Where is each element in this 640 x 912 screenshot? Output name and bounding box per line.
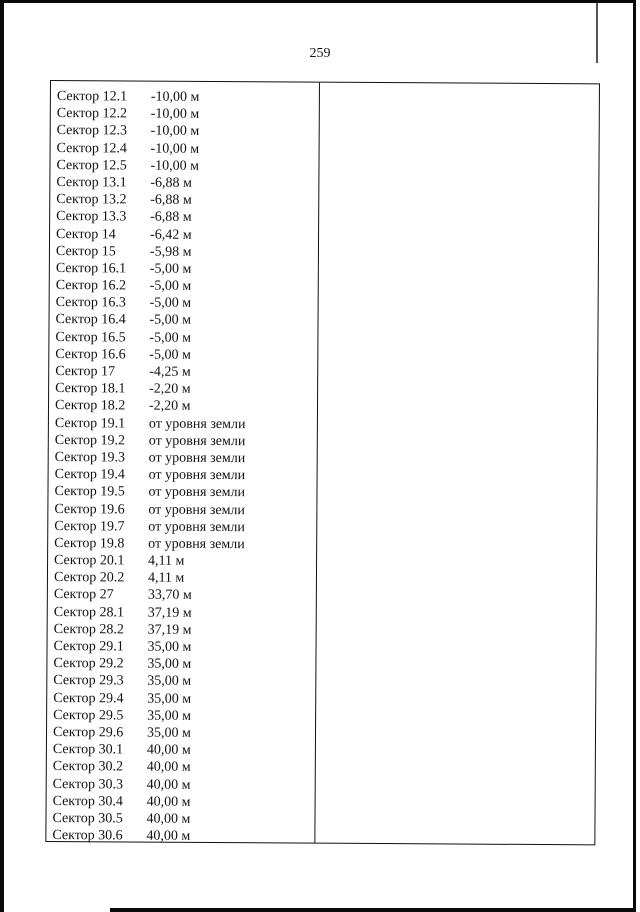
table-row: [55, 346, 315, 365]
table-row: [57, 105, 317, 124]
sector-elevation: 4,11 м: [147, 570, 185, 587]
sector-elevation: -10,00 м: [150, 158, 200, 174]
table-row: [54, 518, 314, 537]
sector-elevation: 4,11 м: [148, 553, 185, 569]
sector-elevation: 40,00 м: [146, 777, 191, 793]
table-row: [54, 569, 314, 588]
table-row: [54, 535, 314, 554]
sector-name: Сектор 28.2: [53, 621, 124, 638]
sector-elevation: 37,19 м: [147, 622, 192, 638]
sector-elevation: -5,00 м: [149, 295, 192, 312]
table-row: [53, 707, 313, 726]
sector-elevation: 40,00 м: [146, 759, 191, 776]
table-row: [55, 415, 315, 434]
sector-name: Сектор 15: [55, 243, 116, 260]
scan-border-top: [0, 0, 636, 3]
sector-name: Сектор 19.8: [54, 535, 125, 552]
sector-elevation: -10,00 м: [150, 141, 200, 157]
table-row: [53, 776, 313, 795]
sector-name: Сектор 19.1: [54, 415, 126, 432]
sector-name: Сектор 12.4: [56, 140, 127, 157]
table-row: [53, 741, 313, 760]
sector-name: Сектор 16.3: [55, 295, 126, 311]
table-row: [56, 157, 316, 176]
table-row: [54, 604, 314, 623]
sector-name: Сектор 18.2: [54, 398, 126, 414]
sector-name: Сектор 29.2: [53, 656, 124, 672]
sector-elevation: -6,88 м: [150, 192, 192, 208]
sector-name: Сектор 13.2: [56, 192, 127, 208]
sector-elevation: -10,00 м: [150, 123, 200, 140]
sector-name: Сектор 30.1: [52, 742, 124, 758]
table-row: [52, 827, 312, 846]
table-row: [56, 226, 316, 245]
sector-elevation: от уровня земли: [148, 433, 246, 449]
sector-elevation: -10,00 м: [150, 106, 200, 123]
page-number: 259: [309, 46, 331, 61]
sector-name: Сектор 30.2: [52, 759, 124, 775]
sector-name: Сектор 30.6: [52, 828, 123, 844]
sector-elevation: -5,00 м: [149, 330, 192, 346]
table-row: [54, 586, 314, 605]
scan-border-left: [0, 0, 4, 912]
sector-elevation: от уровня земли: [148, 467, 246, 484]
table-row: [57, 122, 317, 141]
sector-table: [45, 80, 600, 845]
table-row: [54, 552, 314, 571]
sector-elevation: 40,00 м: [146, 742, 191, 758]
table-row: [56, 294, 316, 313]
sector-elevation: 35,00 м: [147, 639, 192, 655]
sector-name: Сектор 14: [56, 226, 116, 242]
sector-elevation: от уровня земли: [148, 519, 245, 535]
sector-name: Сектор 19.6: [54, 501, 125, 517]
sector-name: Сектор 18.1: [55, 381, 126, 397]
table-row: [55, 449, 315, 468]
sector-name: Сектор 30.5: [52, 810, 123, 827]
sector-elevation: 35,00 м: [146, 725, 191, 741]
table-row: [55, 329, 315, 348]
sector-name: Сектор 29.5: [53, 707, 124, 724]
sector-elevation: -6,42 м: [150, 227, 192, 243]
scan-border-bottom: [110, 908, 636, 912]
table-row: [55, 397, 315, 416]
sector-elevation: -2,20 м: [149, 381, 191, 398]
table-row: [56, 208, 316, 227]
table-row: [56, 174, 316, 193]
table-row: [54, 621, 314, 640]
sector-elevation: 40,00 м: [146, 828, 191, 844]
sector-elevation: -5,00 м: [149, 261, 192, 277]
sector-name: Сектор 29.6: [52, 724, 124, 741]
sector-elevation: -5,98 м: [149, 244, 192, 260]
table-row: [56, 260, 316, 279]
sector-rows: [52, 88, 317, 846]
table-row: [56, 191, 316, 210]
sector-elevation: 35,00 м: [147, 708, 192, 724]
table-row: [55, 466, 315, 485]
sector-elevation: от уровня земли: [148, 502, 245, 518]
sector-elevation: -5,00 м: [149, 313, 192, 329]
sector-elevation: 35,00 м: [147, 691, 192, 707]
sector-name: Сектор 29.3: [53, 673, 124, 689]
sector-name: Сектор 19.4: [54, 467, 125, 483]
sector-elevation: от уровня земли: [148, 536, 245, 553]
table-row: [54, 501, 314, 520]
scan-border-right: [633, 0, 636, 912]
sector-elevation: -5,00 м: [149, 278, 192, 294]
table-row: [55, 311, 315, 330]
sector-elevation: 40,00 м: [146, 811, 191, 827]
sector-name: Сектор 12.3: [56, 123, 128, 139]
sector-elevation: -4,25 м: [149, 364, 191, 380]
table-row: [55, 380, 315, 399]
sector-name: Сектор 16.6: [55, 346, 126, 363]
sector-name: Сектор 12.2: [56, 106, 128, 122]
table-row: [57, 140, 317, 159]
table-row: [54, 483, 314, 502]
table-row: [53, 724, 313, 743]
sector-name: Сектор 19.3: [54, 449, 126, 466]
table-row: [52, 810, 312, 829]
sector-name: Сектор 30.4: [52, 793, 123, 810]
sector-elevation: -6,88 м: [150, 175, 192, 191]
sector-name: Сектор 29.4: [53, 690, 124, 707]
sector-name: Сектор 19.7: [54, 518, 125, 535]
sector-name: Сектор 20.2: [53, 570, 125, 586]
sector-name: Сектор 13.3: [56, 209, 127, 225]
sector-elevation: 33,70 м: [147, 588, 192, 604]
sector-name: Сектор 19.2: [54, 432, 126, 449]
table-row: [55, 363, 315, 382]
sector-name: Сектор 16.2: [55, 278, 127, 294]
sector-name: Сектор 12.1: [56, 89, 128, 105]
sector-name: Сектор 20.1: [54, 553, 125, 569]
table-row: [56, 277, 316, 296]
table-row: [53, 758, 313, 777]
sector-name: Сектор 12.5: [56, 157, 127, 174]
sector-elevation: 35,00 м: [147, 656, 192, 673]
sector-name: Сектор 16.5: [55, 329, 126, 346]
sector-elevation: 40,00 м: [146, 794, 191, 810]
sector-elevation: от уровня земли: [148, 450, 246, 467]
sector-name: Сектор 30.3: [52, 776, 124, 792]
sector-name: Сектор 19.5: [54, 484, 125, 500]
sector-elevation: 35,00 м: [147, 673, 192, 690]
table-row: [53, 690, 313, 709]
sector-elevation: от уровня земли: [148, 484, 246, 501]
table-row: [53, 655, 313, 674]
table-row: [56, 243, 316, 262]
sector-elevation: -2,20 м: [148, 398, 191, 415]
table-row: [53, 638, 313, 657]
sector-name: Сектор 27: [53, 587, 114, 603]
sector-name: Сектор 29.1: [53, 639, 124, 655]
sector-elevation: -5,00 м: [149, 347, 191, 363]
sector-elevation: 37,19 м: [147, 605, 192, 621]
sector-name: Сектор 28.1: [53, 604, 125, 621]
table-row: [55, 432, 315, 451]
table-row: [53, 672, 313, 691]
sector-elevation: от уровня земли: [148, 416, 246, 432]
sector-name: Сектор 13.1: [56, 174, 127, 191]
sector-name: Сектор 16.4: [55, 312, 126, 328]
sector-elevation: -6,88 м: [150, 209, 192, 226]
sector-elevation: -10,00 м: [150, 89, 200, 105]
sector-name: Сектор 16.1: [55, 260, 127, 277]
table-row: [57, 88, 317, 107]
table-row: [53, 793, 313, 812]
sector-name: Сектор 17: [55, 364, 116, 380]
